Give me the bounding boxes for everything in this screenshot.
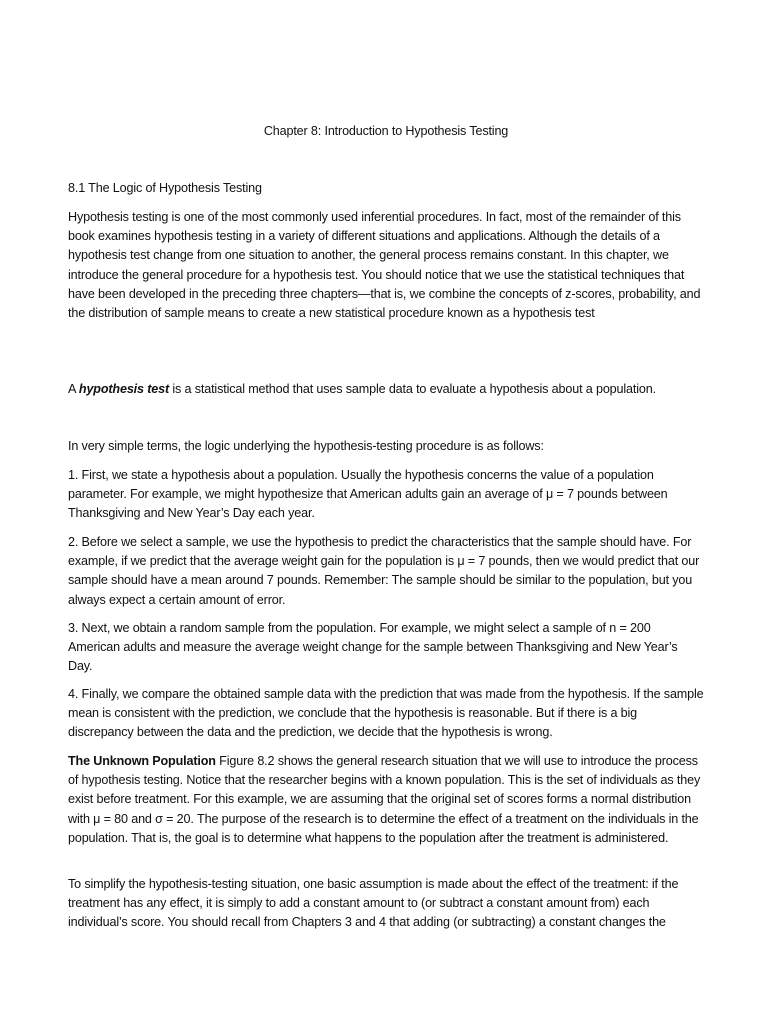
unknown-population-paragraph: [68, 752, 704, 848]
chapter-title: Chapter 8: Introduction to Hypothesis Testing: [263, 124, 509, 138]
unknown-population-heading: The Unknown Population: [68, 754, 216, 768]
definition-term: hypothesis test: [78, 382, 170, 396]
unknown-population-text: Figure 8.2 shows the general research situation that we will use to introduce the process of hypothesis testing. Notice that the researcher begins with a known population. This is the set of individuals as they exist before treatment. For this example, we are assuming that the original set of scores forms a normal distribution with μ = 80 and σ = 20. The purpose of the research is to determine the effect of a treatment on the individuals in the population. That is, the goal is to determine what happens to the population after the treatment is administered.: [68, 754, 701, 845]
logic-intro-paragraph: In very simple terms, the logic underlying the hypothesis-testing procedure is as follows:: [68, 439, 544, 453]
definition-prefix: A: [68, 382, 79, 396]
document-page: [68, 0, 704, 1024]
intro-paragraph: Hypothesis testing is one of the most commonly used inferential procedures. In fact, most of the remainder of this book examines hypothesis testing in a variety of different situations and applications. Although the details of a hypothesis test change from one situation to another, the general process remains constant. In this chapter, we introduce the general procedure for a hypothesis test. You should notice that we use the statistical techniques that have been developed in the preceding three chapters—that is, we combine the concepts of z-scores, probability, and the distribution of sample means to create a new statistical procedure known as a hypothesis test: [68, 210, 701, 321]
section-heading: 8.1 The Logic of Hypothesis Testing: [68, 181, 262, 195]
step-4-paragraph: 4. Finally, we compare the obtained sample data with the prediction that was made from the hypothesis. If the sample mean is consistent with the prediction, we conclude that the hypothesis is reasonable. But if there is a big discrepancy between the data and the prediction, we decide that the hypothesis is wrong.: [68, 687, 704, 740]
step-1-paragraph: 1. First, we state a hypothesis about a population. Usually the hypothesis concerns the value of a population parameter. For example, we might hypothesize that American adults gain an average of μ = 7 pounds between Thanksgiving and New Year’s Day each year.: [68, 468, 668, 521]
definition-paragraph: [68, 380, 704, 399]
simplify-paragraph: To simplify the hypothesis-testing situation, one basic assumption is made about the effect of the treatment: if the treatment has any effect, it is simply to add a constant amount to (or subtract a constant amount from) each individual’s score. You should recall from Chapters 3 and 4 that adding (or subtracting) a constant changes the: [68, 877, 679, 930]
definition-text: is a statistical method that uses sample data to evaluate a hypothesis about a population.: [169, 382, 656, 396]
step-3-paragraph: 3. Next, we obtain a random sample from the population. For example, we might select a sample of n = 200 American adults and measure the average weight change for the sample between Thanksgiving and New Year’s Day.: [68, 621, 678, 674]
step-2-paragraph: 2. Before we select a sample, we use the hypothesis to predict the characteristics that the sample should have. For example, if we predict that the average weight gain for the population is μ = 7 pounds, then we would predict that our sample should have a mean around 7 pounds. Remember: The sample should be similar to the population, but you always expect a certain amount of error.: [68, 535, 700, 607]
